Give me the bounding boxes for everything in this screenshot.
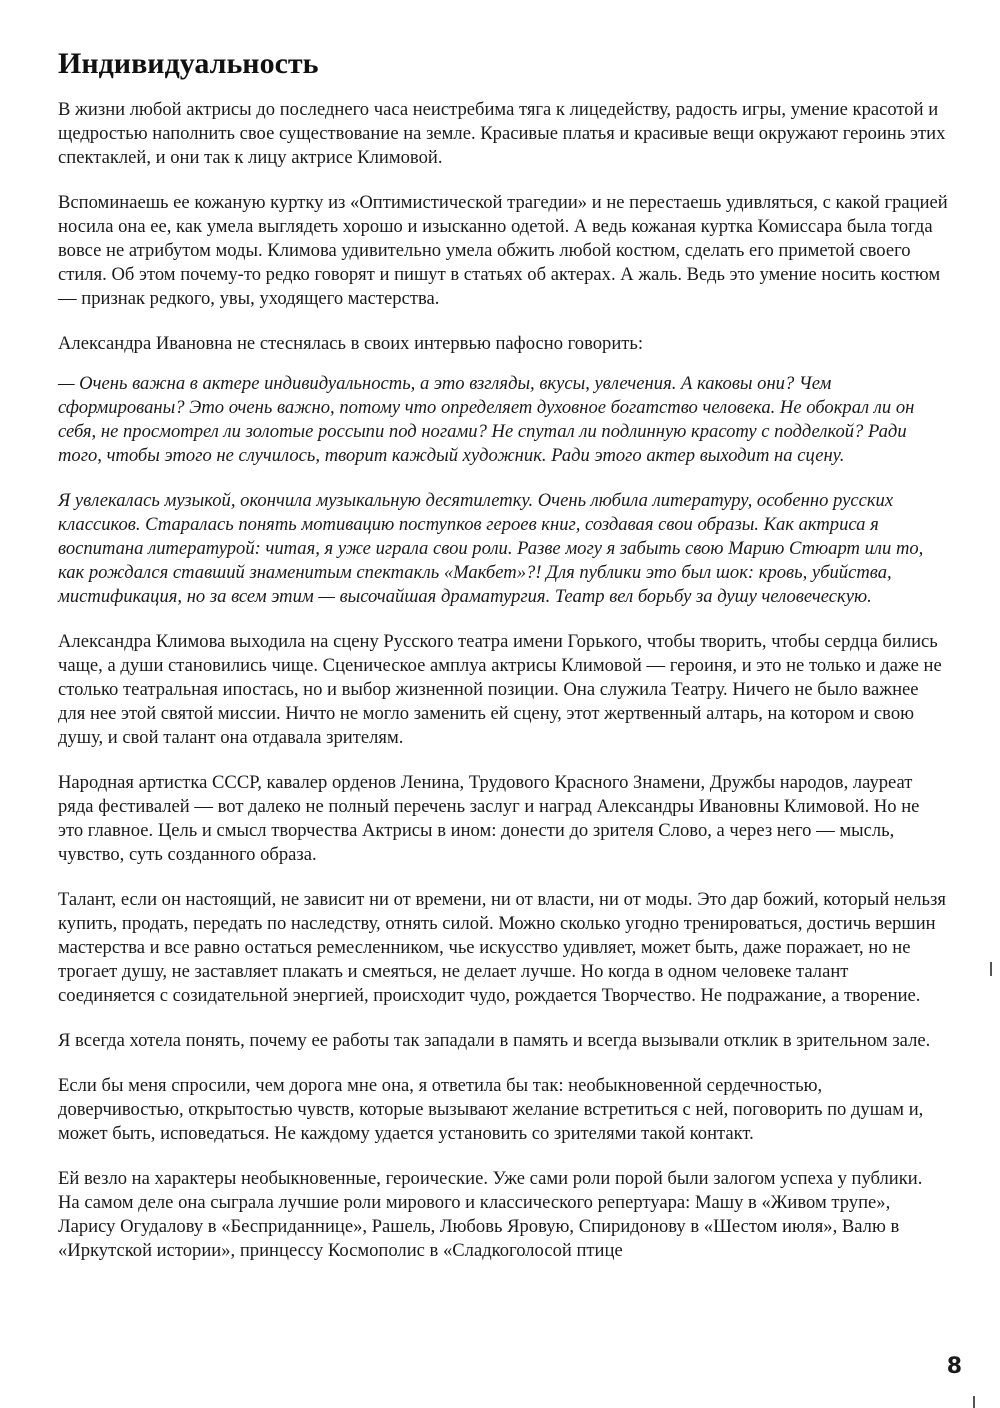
quote-paragraph-1: — Очень важна в актере индивидуальность, а это взгляды, вкусы, увлечения. А каковы они? Чем сформированы? Это очень важно, потому что определяет духовное богатство человека. Не обокрал ли он себя, не просмотрел ли золотые россыпи под ногами? Не спутал ли подлинную красоту с подделкой? Ради того, чтобы этого не случилось, творит каждый художник. Ради этого актер выходит на сцену. [58,373,915,466]
paragraph-2: Вспоминаешь ее кожаную куртку из «Оптимистической трагедии» и не перестаешь удивляться, с какой грацией носила она ее, как умела выглядеть хорошо и изысканно одетой. А ведь кожаная куртка Комиссара была тогда вовсе не атрибутом моды. Климова удивительно умела обжить любой костюм, сделать его приметой своего стиля. Об этом почему-то редко говорят и пишут в статьях об актерах. А жаль. Ведь это умение носить костюм — признак редкого, увы, уходящего мастерства. [58,192,948,309]
page-number: 8 [946,1354,962,1379]
page-title: Индивидуальность [58,47,319,80]
quote-paragraph-2: Я увлекалась музыкой, окончила музыкальную десятилетку. Очень любила литературу, особенно русских классиков. Старалась понять мотивацию поступков героев книг, создавая свои образы. Как актриса я воспитана литературой: читая, я уже играла свои роли. Разве могу я забыть свою Марию Стюарт или то, как рождался ставший знаменитым спектакль «Макбет»?! Для публики это был шок: кровь, убийства, мистификация, но за всем этим — высочайшая драматургия. Театр вел борьбу за душу человеческую. [58,490,924,607]
paragraph-1: В жизни любой актрисы до последнего часа неистребима тяга к лицедейству, радость игры, умение красотой и щедростью наполнить свое существование на земле. Красивые платья и красивые вещи окружают героинь этих спектаклей, и они так к лицу актрисе Климовой. [58,99,946,168]
paragraph-4: Александра Климова выходила на сцену Русского театра имени Горького, чтобы творить, чтобы сердца бились чаще, а души становились чище. Сценическое амплуа актрисы Климовой — героиня, и это не только и даже не столько театральная ипостась, но и выбор жизненной позиции. Она служила Театру. Ничего не было важнее для нее этой святой миссии. Ничто не могло заменить ей сцену, этот жертвенный алтарь, на котором и свою душу, и свой талант она отдавала зрителям. [58,631,942,748]
paragraph-9: Ей везло на характеры необыкновенные, героические. Уже сами роли порой были залогом успеха у публики. На самом деле она сыграла лучшие роли мирового и классического репертуара: Машу в «Живом трупе», Ларису Огудалову в «Бесприданнице», Рашель, Любовь Яровую, Спиридонову в «Шестом июля», Валю в «Иркутской истории», принцессу Космополис в «Сладкоголосой птице [58,1168,923,1261]
paragraph-6: Талант, если он настоящий, не зависит ни от времени, ни от власти, ни от моды. Это дар божий, который нельзя купить, продать, передать по наследству, отнять силой. Можно сколько угодно тренироваться, достичь вершин мастерства и все равно остаться ремесленником, чье искусство удивляет, может быть, даже поражает, но не трогает душу, не заставляет плакать и смеяться, не делает лучше. Но когда в одном человеке талант соединяется с созидательной энергией, происходит чудо, рождается Творчество. Не подражание, а творение. [58,889,946,1006]
scan-edge-mark [973,1396,975,1408]
paragraph-8: Если бы меня спросили, чем дорога мне она, я ответила бы так: необыкновенной сердечностью, доверчивостью, открытостью чувств, которые вызывают желание встретиться с ней, поговорить по душам и, может быть, исповедаться. Не каждому удается установить со зрителями такой контакт. [58,1075,924,1144]
paragraph-3: Александра Ивановна не стеснялась в своих интервью пафосно говорить: [58,333,644,354]
paragraph-7: Я всегда хотела понять, почему ее работы так западали в память и всегда вызывали отклик в зрительном зале. [58,1030,931,1051]
paragraph-5: Народная артистка СССР, кавалер орденов Ленина, Трудового Красного Знамени, Дружбы народов, лауреат ряда фестивалей — вот далеко не полный перечень заслуг и наград Александры Ивановны Климовой. Но не это главное. Цель и смысл творчества Актрисы в ином: донести до зрителя Слово, а через него — мысль, чувство, суть созданного образа. [58,772,920,865]
scan-edge-mark [990,962,992,976]
document-page [58,46,948,1284]
